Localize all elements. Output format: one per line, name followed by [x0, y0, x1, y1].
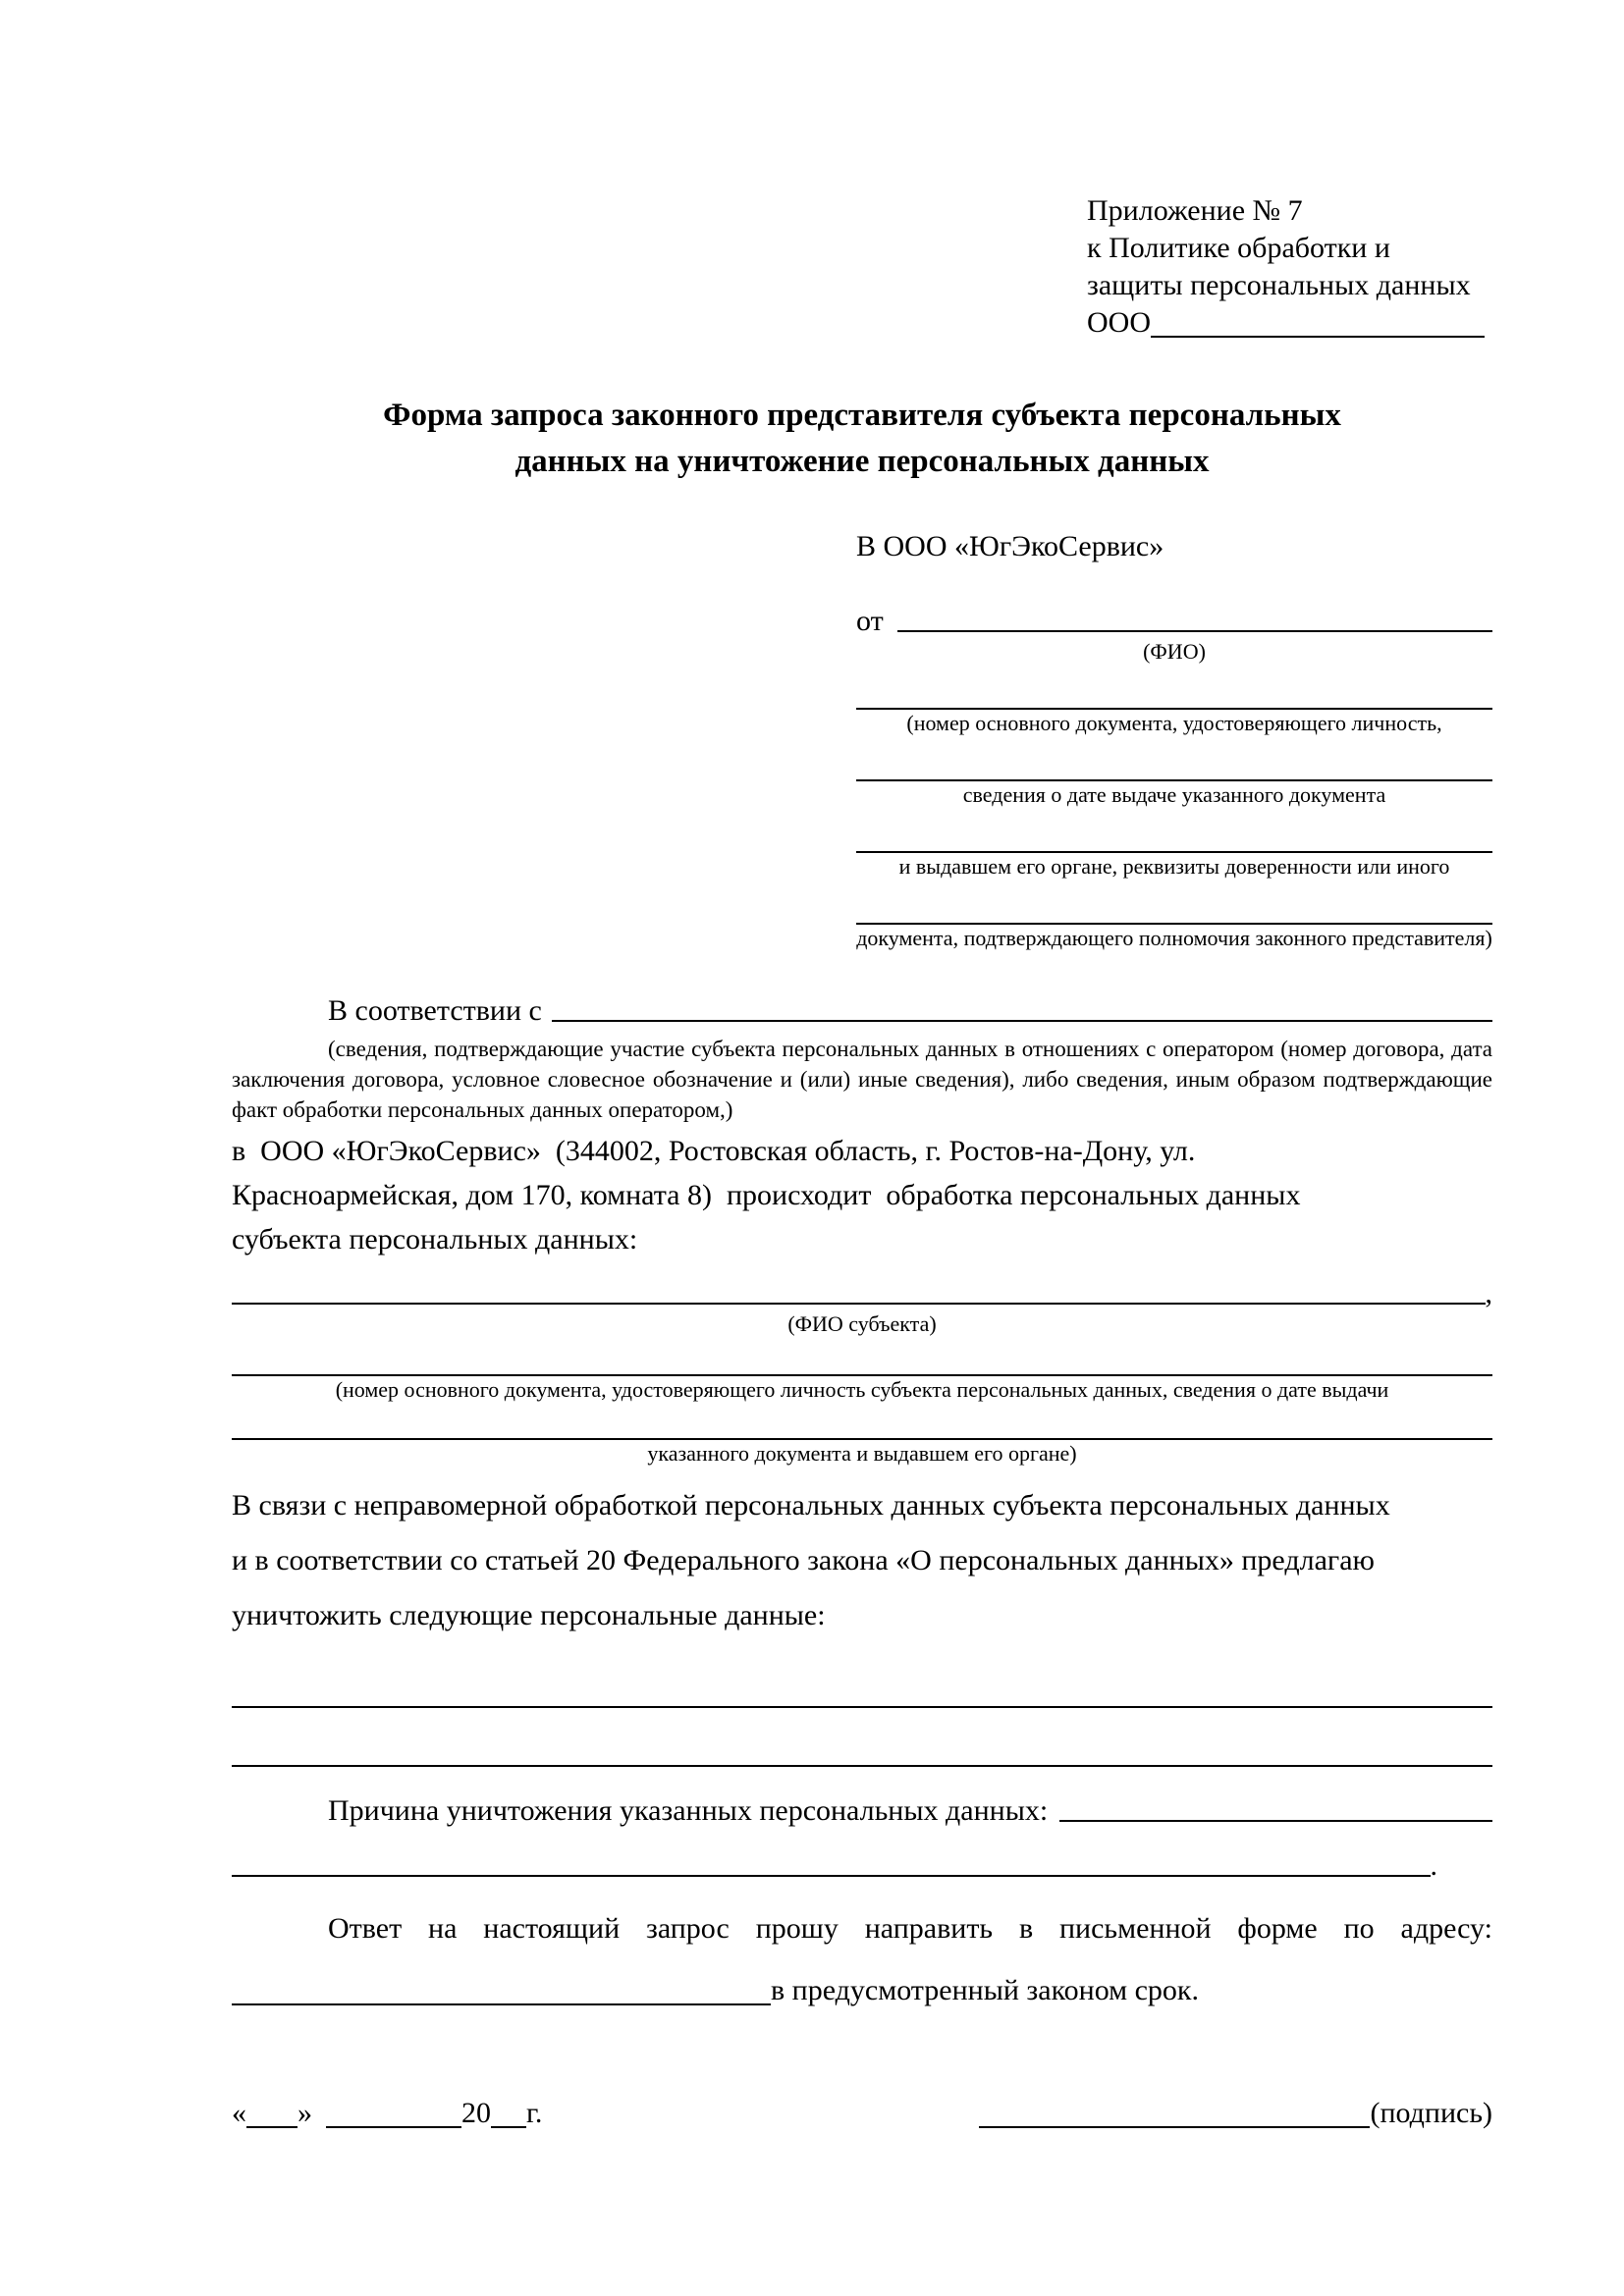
operator-paragraph — [232, 1129, 1492, 1261]
data-to-destroy-blank-line-1 — [232, 1643, 1492, 1708]
reason-continuation-blank-line — [232, 1875, 1431, 1877]
annex-line-2: к Политике обработки и — [1087, 232, 1390, 264]
subject-fio-blank-line — [232, 1303, 1486, 1305]
annex-company-row — [1087, 304, 1492, 342]
signature-blank-line — [979, 2125, 1370, 2128]
signature-field — [979, 2097, 1492, 2130]
representative-fio-blank-line — [897, 630, 1492, 632]
demand-paragraph — [232, 1478, 1492, 1643]
subject-doc-blank-line-1 — [232, 1337, 1492, 1376]
form-title-line-1: Форма запроса законного представителя субъекта персональных — [383, 398, 1341, 433]
data-to-destroy-blank-line-2 — [232, 1708, 1492, 1767]
accordance-blank-line — [552, 1020, 1492, 1022]
form-title — [232, 393, 1492, 485]
subject-doc-caption-2: указанного документа и выдавшем его органе) — [647, 1441, 1077, 1466]
addressee-company: В ООО «ЮгЭкоСервис» — [856, 530, 1164, 562]
date-month-blank-line — [326, 2125, 461, 2128]
date-field — [232, 2097, 542, 2130]
representative-doc-caption-4: документа, подтверждающего полномочия законного представителя) — [856, 926, 1492, 950]
fio-caption: (ФИО) — [1143, 639, 1206, 664]
addressee-block — [856, 530, 1492, 951]
annex-company-prefix: ООО — [1087, 306, 1151, 339]
date-year-prefix: 20 — [461, 2097, 491, 2129]
date-quote-close: » — [298, 2097, 312, 2129]
from-label: от — [856, 605, 884, 637]
subject-doc-caption-1: (номер основного документа, удостоверяющего личность субъекта персональных данных, сведения о дате выдачи — [335, 1377, 1389, 1402]
operator-line-2: Красноармейская, дом 170, комната 8) происходит обработка персональных данных — [232, 1179, 1301, 1211]
signature-caption: (подпись) — [1370, 2097, 1492, 2129]
representative-doc-caption-2: сведения о дате выдаче указанного документа — [962, 782, 1386, 807]
reply-address-blank-line — [232, 2002, 771, 2005]
date-year-suffix: г. — [526, 2097, 543, 2129]
reply-address-row — [232, 1968, 1492, 2012]
representative-doc-blank-line-1 — [856, 665, 1492, 710]
representative-doc-blank-line-4 — [856, 880, 1492, 925]
representative-doc-blank-line-3 — [856, 808, 1492, 853]
reason-blank-line — [1059, 1820, 1492, 1822]
form-title-line-2: данных на уничтожение персональных данных — [514, 444, 1210, 479]
subject-fio-caption: (ФИО субъекта) — [787, 1311, 937, 1336]
reason-continuation-row — [232, 1849, 1492, 1883]
subject-fio-row — [232, 1277, 1492, 1310]
operator-line-3: субъекта персональных данных: — [232, 1223, 638, 1255]
reply-suffix: в предусмотренный законом срок. — [771, 1974, 1199, 2006]
annex-company-blank-line — [1151, 335, 1485, 338]
operator-line-1: в ООО «ЮгЭкоСервис» (344002, Ростовская область, г. Ростов-на-Дону, ул. — [232, 1135, 1196, 1167]
date-quote-open: « — [232, 2097, 246, 2129]
demand-line-3: уничтожить следующие персональные данные: — [232, 1599, 826, 1631]
demand-line-1: В связи с неправомерной обработкой персональных данных субъекта персональных данных — [232, 1489, 1390, 1522]
subject-doc-blank-line-2 — [232, 1403, 1492, 1440]
representative-doc-caption-3: и выдавшем его органе, реквизиты доверенности или иного — [898, 854, 1450, 879]
reason-period: . — [1430, 1849, 1437, 1882]
demand-line-2: и в соответствии со статьей 20 Федерального закона «О персональных данных» предлагаю — [232, 1544, 1375, 1576]
accordance-label: В соответствии с — [328, 994, 542, 1027]
date-year-blank-line — [491, 2125, 526, 2128]
annex-note — [1087, 192, 1492, 342]
accordance-note: (сведения, подтверждающие участие субъекта персональных данных в отношениях с оператором (номер договора, дата заключения договора, условное словесное обозначение и (или) иные сведения), либо сведения, иным образом подтверждающие факт обработки персональных данных оператором,) — [232, 1037, 1492, 1122]
subject-fio-comma: , — [1485, 1277, 1492, 1309]
reason-label: Причина уничтожения указанных персональных данных: — [328, 1794, 1049, 1827]
accordance-row — [232, 994, 1492, 1028]
from-row — [856, 605, 1492, 638]
annex-line-3: защиты персональных данных — [1087, 269, 1471, 301]
date-day-blank-line — [246, 2125, 298, 2128]
representative-doc-caption-1: (номер основного документа, удостоверяющего личность, — [906, 711, 1442, 735]
footer-row — [232, 2097, 1492, 2130]
reply-paragraph: Ответ на настоящий запрос прошу направить в письменной форме по адресу: — [328, 1912, 1492, 1945]
annex-line-1: Приложение № 7 — [1087, 194, 1303, 227]
reason-row — [232, 1794, 1492, 1828]
representative-doc-blank-line-2 — [856, 736, 1492, 781]
